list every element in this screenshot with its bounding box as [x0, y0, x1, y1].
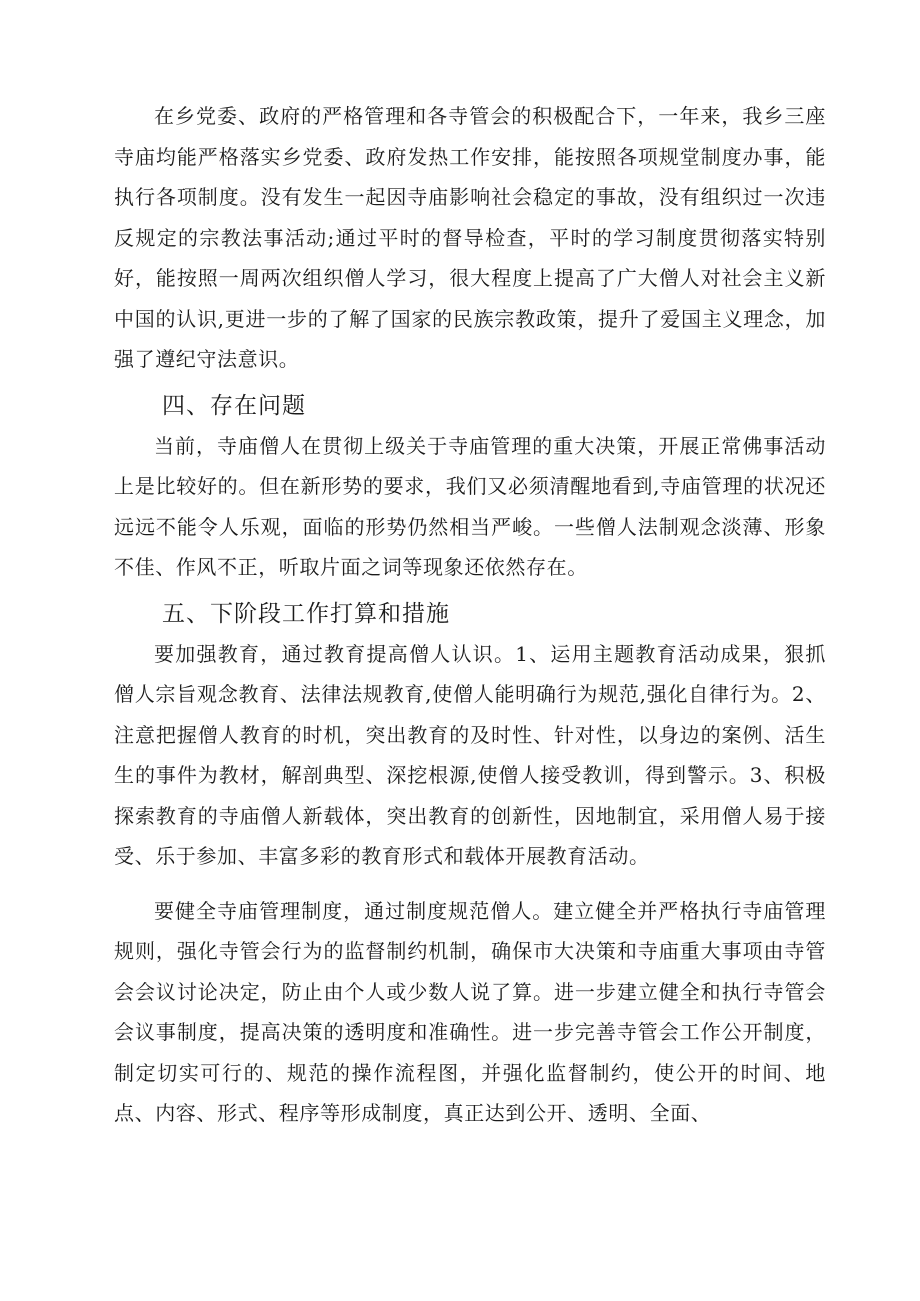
paragraph-existing-problems: 当前，寺庙僧人在贯彻上级关于寺庙管理的重大决策，开展正常佛事活动上是比较好的。但在新形势的要求，我们又必须清醒地看到,寺庙管理的状况还远远不能令人乐观，面临的形势仍然相当严峻。一些僧人法制观念淡薄、形象不佳、作风不正，听取片面之词等现象还依然存在。	[114, 433, 826, 579]
section-heading-next-stage-plans: 五、下阶段工作打算和措施	[162, 600, 450, 627]
paragraph-management-system: 要健全寺庙管理制度，通过制度规范僧人。建立健全并严格执行寺庙管理规则，强化寺管会行为的监督制约机制，确保市大决策和寺庙重大事项由寺管会会议讨论决定，防止由个人或少数人说了算。进一步建立健全和执行寺管会会议事制度，提高决策的透明度和准确性。进一步完善寺管会工作公开制度，制定切实可行的、规范的操作流程图，并强化监督制约，使公开的时间、地点、内容、形式、程序等形成制度，真正达到公开、透明、全面、	[114, 898, 826, 1125]
section-heading-existing-problems: 四、存在问题	[162, 392, 306, 419]
paragraph-temple-management-results: 在乡党委、政府的严格管理和各寺管会的积极配合下，一年来，我乡三座寺庙均能严格落实乡党委、政府发热工作安排，能按照各项规堂制度办事，能执行各项制度。没有发生一起因寺庙影响社会稳定的事故，没有组织过一次违反规定的宗教法事活动;通过平时的督导检查，平时的学习制度贯彻落实特别好，能按照一周两次组织僧人学习，很大程度上提高了广大僧人对社会主义新中国的认识,更进一步的了解了国家的民族宗教政策，提升了爱国主义理念，加强了遵纪守法意识。	[114, 104, 826, 371]
document-page	[114, 96, 826, 1134]
paragraph-strengthen-education: 要加强教育，通过教育提高僧人认识。1、运用主题教育活动成果，狠抓僧人宗旨观念教育、法律法规教育,使僧人能明确行为规范,强化自律行为。2、注意把握僧人教育的时机，突出教育的及时性、针对性，以身边的案例、活生生的事件为教材，解剖典型、深挖根源,使僧人接受教训，得到警示。3、积极探索教育的寺庙僧人新载体，突出教育的创新性，因地制宜，采用僧人易于接受、乐于参加、丰富多彩的教育形式和载体开展教育活动。	[114, 641, 826, 868]
